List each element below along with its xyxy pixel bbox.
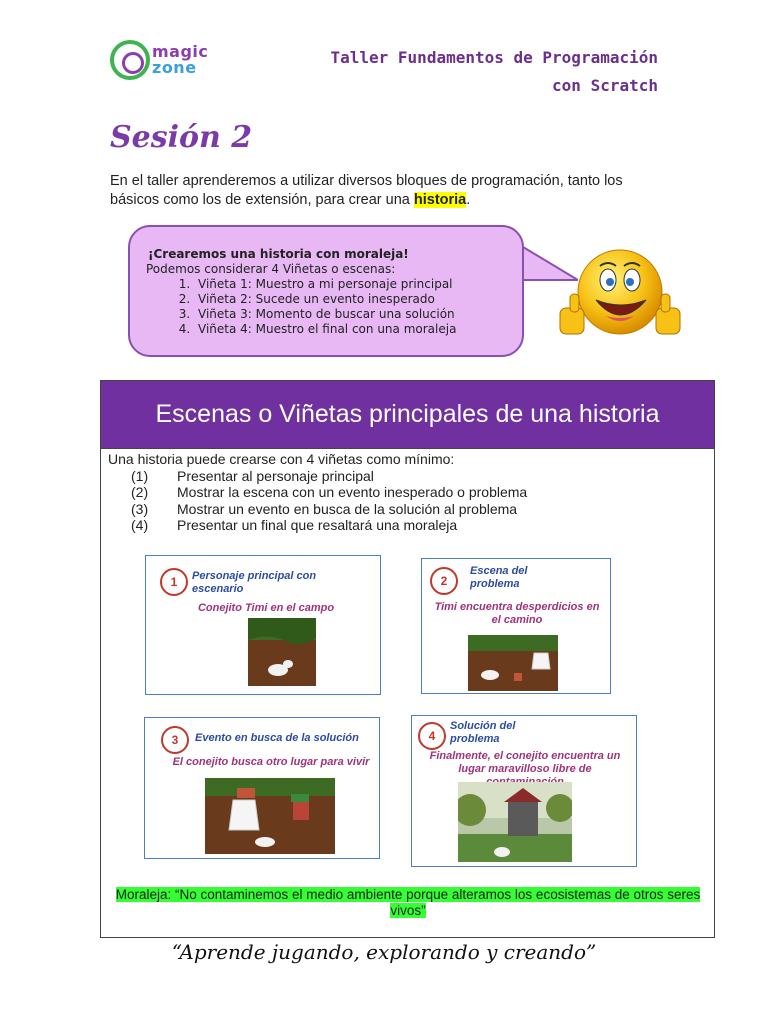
panel-point-text: Mostrar un evento en busca de la solución al problema — [177, 500, 518, 517]
moral-statement — [111, 887, 705, 919]
scene-card-subtitle: Conejito Timi en el campo — [197, 602, 335, 614]
scene-illustration-litter — [468, 635, 558, 691]
workshop-title-line2: con Scratch — [552, 76, 658, 95]
intro-highlight: historia — [413, 192, 467, 208]
scene-card-subtitle: El conejito busca otro lugar para vivir — [172, 756, 370, 768]
scene-illustration-paradise — [458, 782, 572, 862]
bubble-list-item: 3. Viñeta 3: Momento de buscar una solución — [194, 307, 522, 322]
panel-intro — [108, 451, 527, 534]
smiley-thumbs-up-icon — [554, 248, 686, 348]
workshop-title-line1: Taller Fundamentos de Programación — [330, 48, 658, 67]
panel-point-num: (3) — [131, 500, 149, 517]
panel-points-list — [131, 468, 527, 534]
scene-card-4 — [411, 715, 637, 867]
scene-card-title: Evento en busca de la solución — [195, 732, 359, 744]
panel-point — [131, 484, 527, 501]
bubble-subheading: Podemos considerar 4 Viñetas o escenas: — [146, 262, 396, 276]
panel-point — [131, 501, 527, 518]
scene-illustration-field — [248, 618, 316, 686]
scene-number-badge: 2 — [430, 567, 458, 595]
moral-text: Moraleja: “No contaminemos el medio ambiente porque alteramos los ecosistemas de otros seres vivos” — [115, 887, 701, 918]
scene-number-badge: 1 — [160, 568, 188, 596]
scene-card-3 — [144, 717, 380, 859]
scene-card-title: Personaje principal con escenario — [192, 570, 317, 595]
logo-mark-icon — [110, 40, 150, 80]
intro-text-before: En el taller aprenderemos a utilizar diversos bloques de programación, tanto los básicos como los de extensión, para crear una — [110, 173, 623, 208]
scene-number-badge: 3 — [161, 726, 189, 754]
panel-point-num: (1) — [131, 467, 149, 484]
scene-illustration-search — [205, 778, 335, 854]
panel-title: Escenas o Viñetas principales de una historia — [101, 381, 714, 449]
scene-card-1 — [145, 555, 381, 695]
scene-card-2 — [421, 558, 611, 694]
scene-card-subtitle: Finalmente, el conejito encuentra un lugar maravilloso libre de — [429, 750, 621, 775]
intro-text-after: . — [466, 192, 471, 208]
speech-bubble — [128, 225, 524, 357]
panel-point-num: (4) — [131, 517, 149, 533]
scene-card-title: Escena del problema — [470, 565, 528, 590]
bubble-list-item: 2. Viñeta 2: Sucede un evento inesperado — [194, 292, 522, 307]
scenes-panel — [100, 380, 715, 938]
logo-text-zone: zone — [152, 58, 197, 77]
footer-slogan: “Aprende jugando, explorando y creando” — [171, 940, 597, 964]
panel-intro-text: Una historia puede crearse con 4 viñetas como mínimo: — [108, 451, 455, 467]
bubble-list-item: 1. Viñeta 1: Muestro a mi personaje principal — [194, 277, 522, 292]
logo-text-magic: magic — [152, 42, 209, 61]
workshop-title — [330, 44, 658, 100]
scene-number-badge: 4 — [418, 722, 446, 750]
panel-point-text: Presentar al personaje principal — [177, 467, 374, 484]
bubble-list-item: 4. Viñeta 4: Muestro el final con una moraleja — [194, 322, 522, 337]
panel-point-num: (2) — [131, 484, 149, 500]
panel-point — [131, 517, 527, 534]
session-title: Sesión 2 — [110, 120, 253, 155]
scene-card-subtitle: Timi encuentra desperdicios en el camino — [434, 601, 600, 626]
bubble-heading: ¡Crearemos una historia con moraleja! — [148, 247, 409, 261]
magic-zone-logo — [108, 38, 228, 82]
scene-card-title: Solución del problema — [450, 720, 516, 745]
panel-point — [131, 468, 527, 485]
intro-paragraph — [110, 172, 670, 210]
panel-point-text: Presentar un final que resaltará una moraleja — [177, 517, 458, 533]
panel-point-text: Mostrar la escena con un evento inesperado o problema — [177, 484, 528, 500]
bubble-list — [194, 277, 522, 337]
